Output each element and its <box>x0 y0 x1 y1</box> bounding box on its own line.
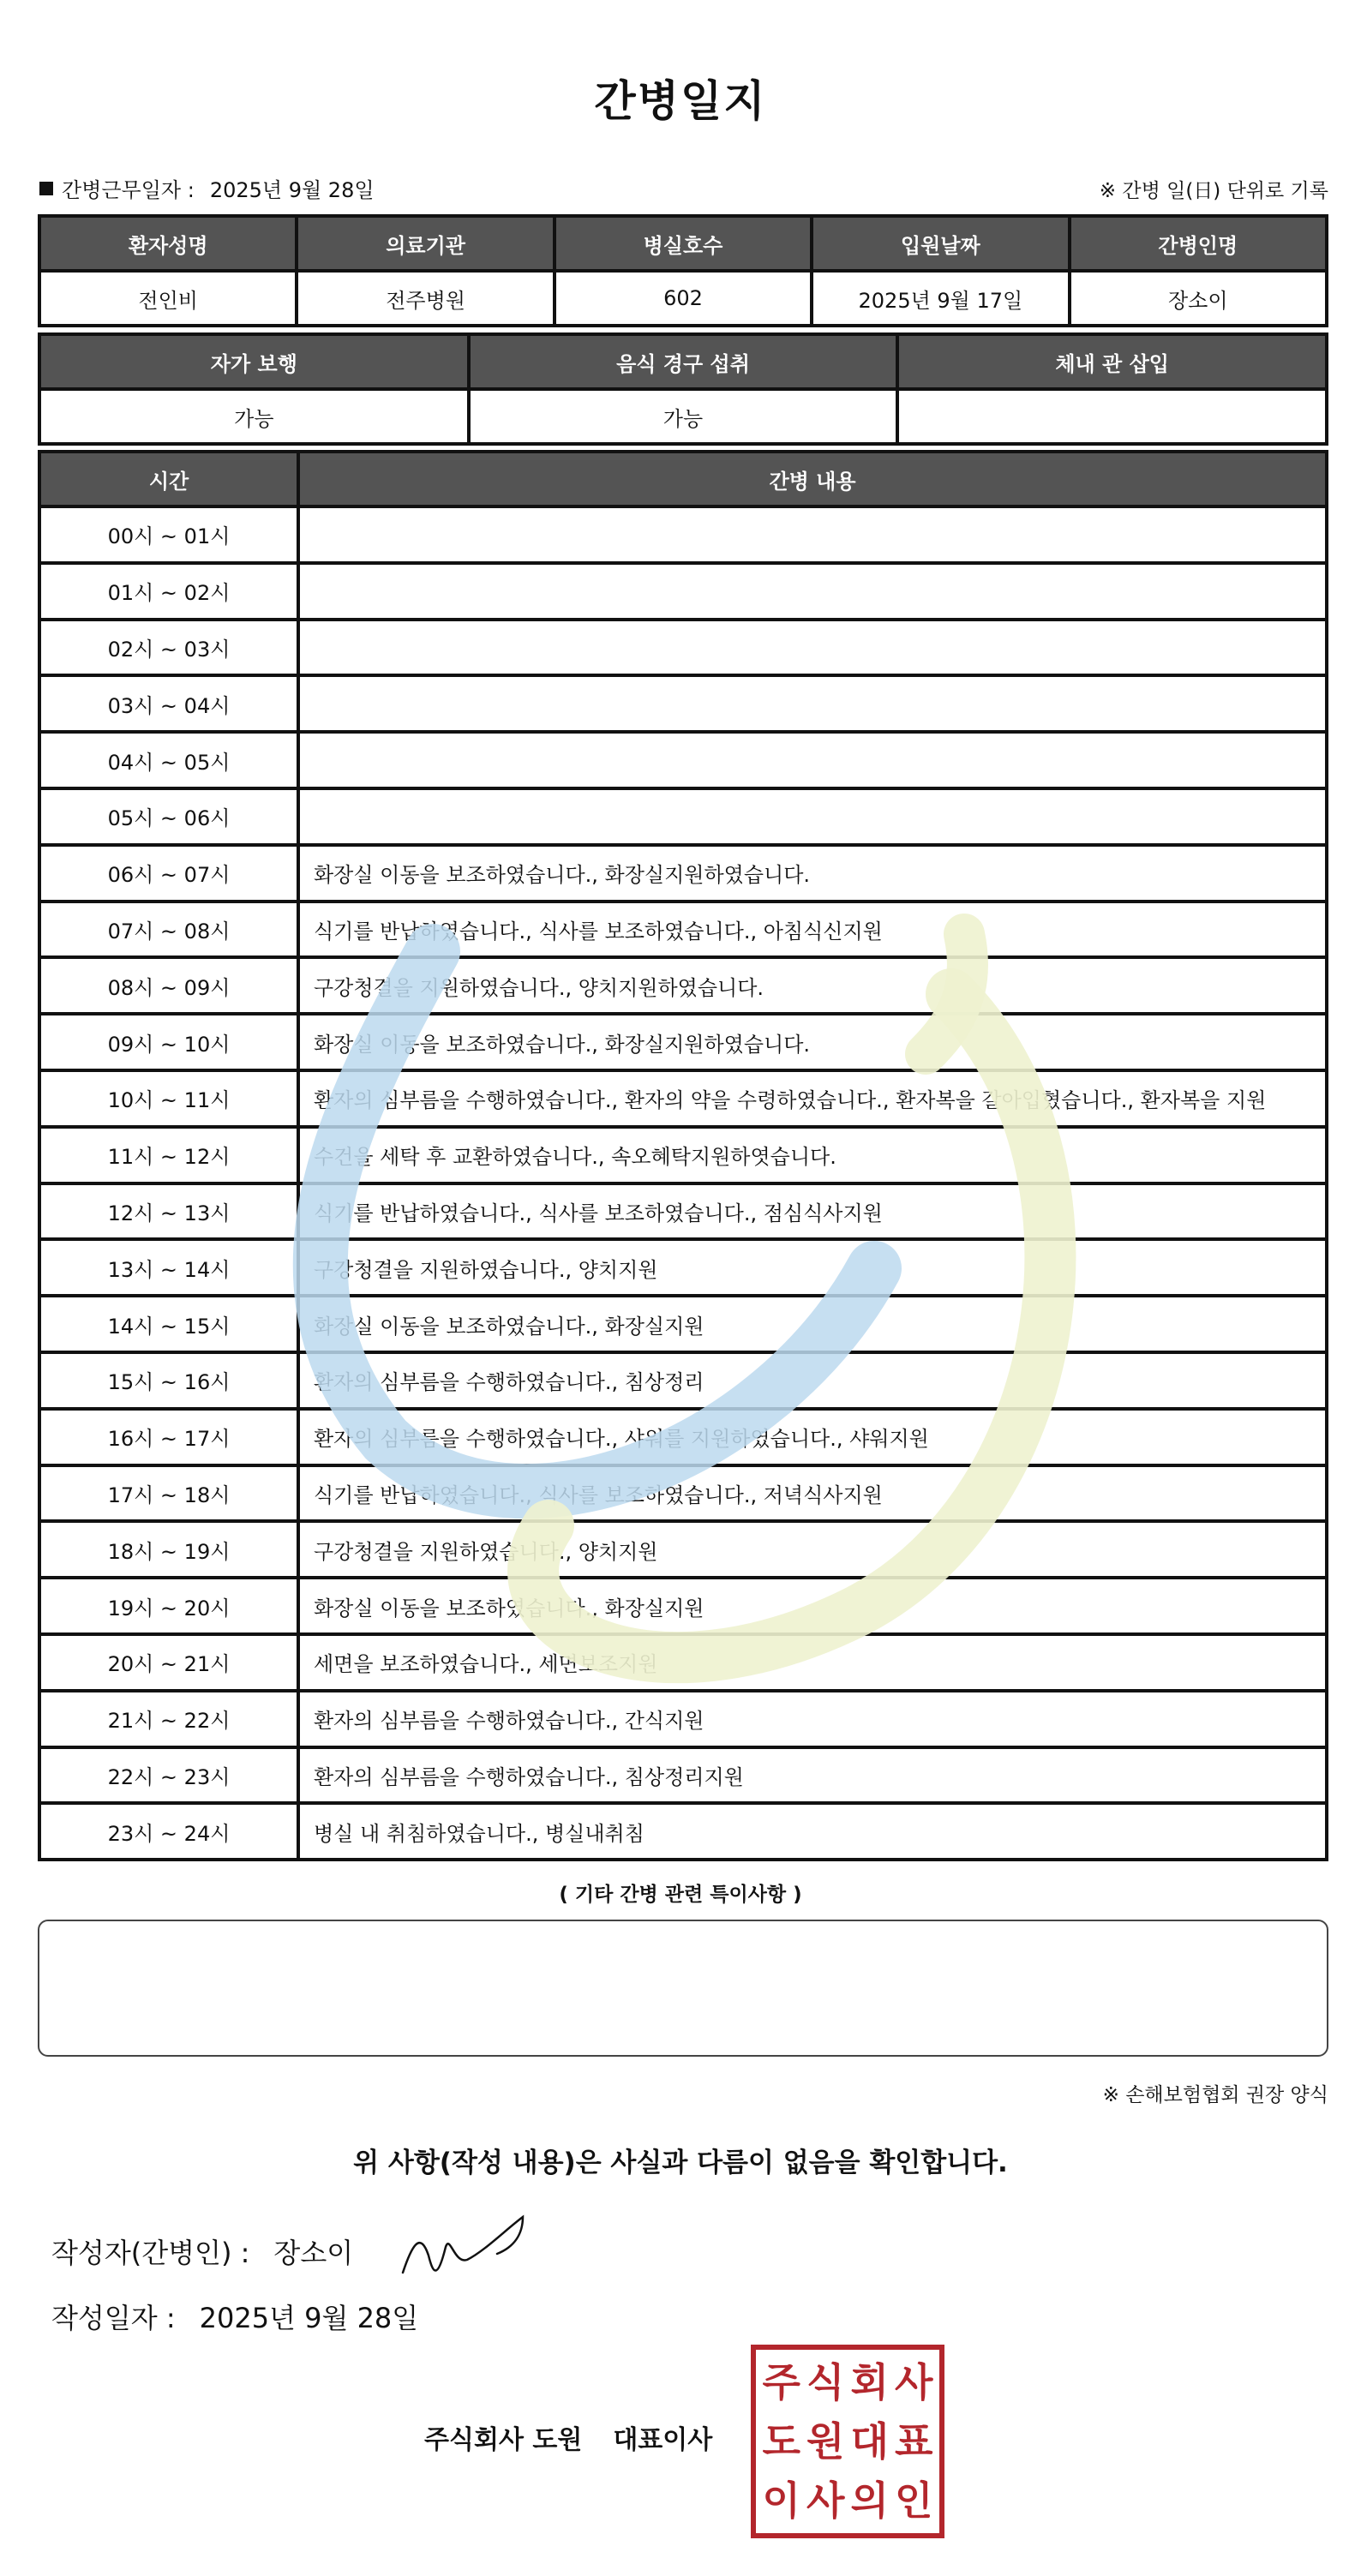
seal-char: 표 <box>895 2417 933 2465</box>
care-content-cell: 환자의 심부름을 수행하였습니다., 간식지원 <box>300 1692 1325 1746</box>
work-date <box>39 173 375 203</box>
patient-name-value: 전인비 <box>41 273 295 324</box>
table-row <box>41 1241 1325 1294</box>
table-row <box>41 1636 1325 1689</box>
writer-name: 장소이 <box>273 2237 354 2269</box>
patient-status-table <box>38 332 1328 446</box>
care-content-cell: 세면을 보조하였습니다., 세면보조지원 <box>300 1636 1325 1689</box>
company-rep: 대표이사 <box>613 2425 713 2455</box>
seal-char: 원 <box>806 2417 845 2465</box>
time-cell: 07시 ~ 08시 <box>41 903 297 956</box>
care-content-cell: 수건을 세탁 후 교환하였습니다., 속오혜탁지원하엿습니다. <box>300 1129 1325 1182</box>
care-content-cell <box>300 621 1325 674</box>
table-row <box>41 1523 1325 1576</box>
company-seal-stamp <box>751 2345 944 2538</box>
walking-header: 자가 보행 <box>41 336 467 387</box>
seal-char: 회 <box>850 2359 889 2406</box>
time-cell: 23시 ~ 24시 <box>41 1805 297 1858</box>
write-date-value: 2025년 9월 28일 <box>199 2302 419 2334</box>
room-value: 602 <box>556 273 810 324</box>
table-row <box>41 1692 1325 1746</box>
care-content-cell: 구강청결을 지원하였습니다., 양치지원하였습니다. <box>300 959 1325 1012</box>
table-row <box>41 1354 1325 1407</box>
care-content-cell <box>300 508 1325 561</box>
seal-char: 의 <box>850 2477 889 2524</box>
care-content-cell <box>300 677 1325 730</box>
care-content-cell <box>300 790 1325 843</box>
care-content-cell: 화장실 이동을 보조하였습니다., 화장실지원하였습니다. <box>300 847 1325 900</box>
time-cell: 16시 ~ 17시 <box>41 1411 297 1464</box>
time-cell: 09시 ~ 10시 <box>41 1015 297 1069</box>
admission-date-value: 2025년 9월 17일 <box>813 273 1067 324</box>
table-row <box>41 1185 1325 1238</box>
care-content-cell: 화장실 이동을 보조하였습니다., 화장실지원하였습니다. <box>300 1015 1325 1069</box>
oral-intake-header: 음식 경구 섭취 <box>471 336 896 387</box>
caregiver-header: 간병인명 <box>1071 218 1325 269</box>
hospital-header: 의료기관 <box>298 218 552 269</box>
patient-info-table <box>38 214 1328 327</box>
table-row <box>41 677 1325 730</box>
table-row <box>41 790 1325 843</box>
time-cell: 14시 ~ 15시 <box>41 1297 297 1351</box>
care-content-cell: 화장실 이동을 보조하였습니다., 화장실지원 <box>300 1579 1325 1632</box>
time-cell: 17시 ~ 18시 <box>41 1467 297 1520</box>
time-cell: 04시 ~ 05시 <box>41 734 297 787</box>
seal-char: 도 <box>762 2417 800 2465</box>
square-bullet-icon <box>39 182 53 195</box>
care-content-cell <box>300 734 1325 787</box>
write-date-line <box>51 2297 418 2336</box>
walking-value: 가능 <box>41 391 467 442</box>
tube-insertion-value <box>899 391 1325 442</box>
time-cell: 19시 ~ 20시 <box>41 1579 297 1632</box>
care-content-cell: 환자의 심부름을 수행하였습니다., 샤워를 지원하였습니다., 샤워지원 <box>300 1411 1325 1464</box>
table-row <box>41 734 1325 787</box>
time-cell: 15시 ~ 16시 <box>41 1354 297 1407</box>
time-cell: 11시 ~ 12시 <box>41 1129 297 1182</box>
document-title: 간병일지 <box>594 76 767 126</box>
care-content-cell: 구강청결을 지원하였습니다., 양치지원 <box>300 1523 1325 1576</box>
seal-char: 사 <box>895 2359 933 2406</box>
work-date-value: 2025년 9월 28일 <box>209 178 375 202</box>
hospital-value: 전주병원 <box>298 273 552 324</box>
table-row <box>41 1749 1325 1802</box>
table-row <box>41 903 1325 956</box>
table-row <box>41 959 1325 1012</box>
care-log-table <box>38 450 1328 1861</box>
seal-char: 주 <box>762 2359 800 2406</box>
oral-intake-value: 가능 <box>471 391 896 442</box>
time-cell: 18시 ~ 19시 <box>41 1523 297 1576</box>
time-cell: 22시 ~ 23시 <box>41 1749 297 1802</box>
seal-char: 대 <box>850 2417 889 2465</box>
seal-char: 이 <box>762 2477 800 2524</box>
seal-char: 인 <box>895 2477 933 2524</box>
table-row <box>41 508 1325 561</box>
table-row <box>41 1467 1325 1520</box>
caregiver-value: 장소이 <box>1071 273 1325 324</box>
time-cell: 13시 ~ 14시 <box>41 1241 297 1294</box>
care-content-cell: 환자의 심부름을 수행하였습니다., 침상정리지원 <box>300 1749 1325 1802</box>
time-cell: 20시 ~ 21시 <box>41 1636 297 1689</box>
signature <box>394 2213 531 2290</box>
time-cell: 10시 ~ 11시 <box>41 1072 297 1125</box>
confirmation-statement: 위 사항(작성 내용)은 사실과 다름이 없음을 확인합니다. <box>353 2148 1008 2178</box>
time-header: 시간 <box>41 453 297 505</box>
room-header: 병실호수 <box>556 218 810 269</box>
care-content-cell <box>300 565 1325 618</box>
table-row <box>41 1297 1325 1351</box>
work-date-label: 간병근무일자 : <box>62 178 195 202</box>
care-content-cell: 식기를 반납하였습니다., 식사를 보조하였습니다., 저녁식사지원 <box>300 1467 1325 1520</box>
table-row <box>41 565 1325 618</box>
care-content-cell: 화장실 이동을 보조하였습니다., 화장실지원 <box>300 1297 1325 1351</box>
table-row <box>41 621 1325 674</box>
time-cell: 02시 ~ 03시 <box>41 621 297 674</box>
time-cell: 21시 ~ 22시 <box>41 1692 297 1746</box>
patient-name-header: 환자성명 <box>41 218 295 269</box>
time-cell: 01시 ~ 02시 <box>41 565 297 618</box>
care-content-cell: 환자의 심부름을 수행하였습니다., 침상정리 <box>300 1354 1325 1407</box>
care-content-cell: 병실 내 취침하였습니다., 병실내취침 <box>300 1805 1325 1858</box>
table-row <box>41 847 1325 900</box>
company-line <box>424 2418 712 2456</box>
time-cell: 08시 ~ 09시 <box>41 959 297 1012</box>
table-row <box>41 1579 1325 1632</box>
time-cell: 03시 ~ 04시 <box>41 677 297 730</box>
care-log-body <box>41 508 1325 1858</box>
care-content-cell: 식기를 반납하였습니다., 식사를 보조하였습니다., 아침식신지원 <box>300 903 1325 956</box>
care-content-cell: 구강청결을 지원하였습니다., 양치지원 <box>300 1241 1325 1294</box>
care-content-header: 간병 내용 <box>300 453 1325 505</box>
care-content-cell: 식기를 반납하였습니다., 식사를 보조하였습니다., 점심식사지원 <box>300 1185 1325 1238</box>
table-row <box>41 1072 1325 1125</box>
table-row <box>41 1015 1325 1069</box>
seal-char: 식 <box>806 2359 845 2406</box>
table-row <box>41 1129 1325 1182</box>
table-row <box>41 1805 1325 1858</box>
unit-note: ※ 간병 일(日) 단위로 기록 <box>1099 180 1328 202</box>
notes-box <box>38 1920 1328 2057</box>
tube-insertion-header: 체내 관 삽입 <box>899 336 1325 387</box>
company-name: 주식회사 도원 <box>424 2425 583 2455</box>
writer-label: 작성자(간병인) : <box>51 2237 250 2269</box>
time-cell: 12시 ~ 13시 <box>41 1185 297 1238</box>
writer-line <box>51 2232 353 2271</box>
time-cell: 06시 ~ 07시 <box>41 847 297 900</box>
admission-date-header: 입원날짜 <box>813 218 1067 269</box>
time-cell: 00시 ~ 01시 <box>41 508 297 561</box>
notes-title: ( 기타 간병 관련 특이사항 ) <box>559 1884 802 1906</box>
table-row <box>41 1411 1325 1464</box>
seal-char: 사 <box>806 2477 845 2524</box>
write-date-label: 작성일자 : <box>51 2302 176 2334</box>
time-cell: 05시 ~ 06시 <box>41 790 297 843</box>
care-content-cell: 환자의 심부름을 수행하였습니다., 환자의 약을 수령하였습니다., 환자복을 갈아입혔습니다., 환자복을 지원 <box>300 1072 1325 1125</box>
form-note: ※ 손해보험협회 권장 양식 <box>1102 2084 1328 2106</box>
